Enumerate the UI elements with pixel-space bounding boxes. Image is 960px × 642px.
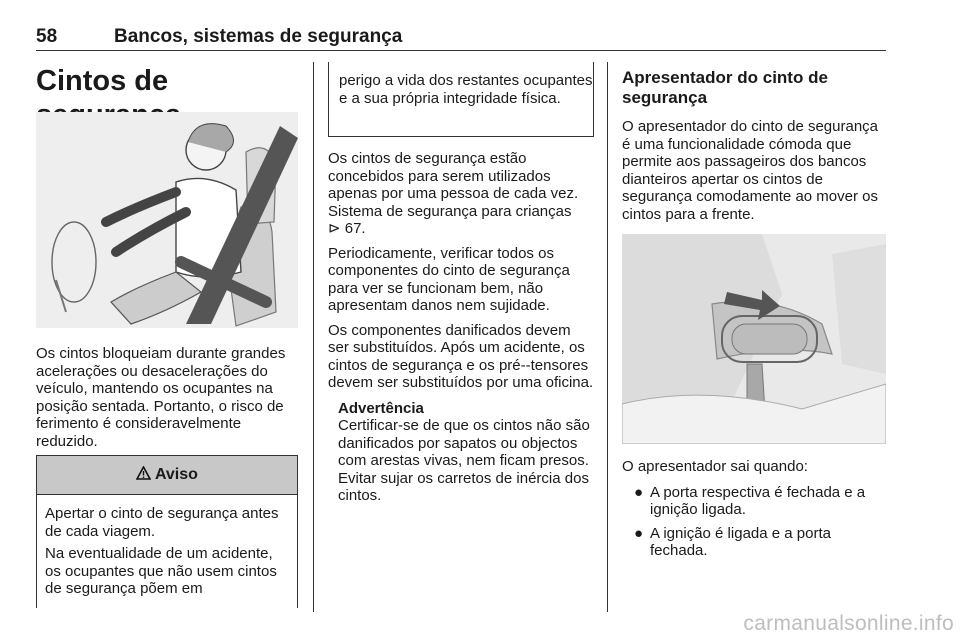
warning-text-2: Na eventualidade de um acidente, os ocupantes que não usem cintos de segurança põem em [45,545,277,597]
subsection-title: Apresentador do cinto de segurança [622,68,828,107]
intro-paragraph: Os cintos bloqueiam durante grandes acelerações ou desacelerações do veículo, mantendo os ocupantes na posição sentada. Portanto, o risco de ferimento é consideravelmente reduzido. [36,345,286,450]
warning-triangle-icon [136,466,155,483]
column-divider [607,62,608,612]
note-text: Certificar-se de que os cintos não são danificados por sapatos ou objectos com arestas vivas, nem ficam presos. Evitar sujar os carretos de inércia dos cintos. [338,417,590,504]
warning-text-1: Apertar o cinto de segurança antes de cada viagem. [45,505,279,540]
watermark: carmanualsonline.info [743,612,954,635]
page-number: 58 [36,26,58,47]
list-item: ● A ignição é ligada e a porta fechada. [634,524,831,559]
warning-box [36,455,298,608]
page-reference-arrow-icon: ⊳ [328,220,341,237]
presenter-description: O apresentador do cinto de segurança é uma funcionalidade cómoda que permite aos passageiros dos bancos dianteiros apertar os cintos de segurança comodamente ao mover os cintos para a frente. [622,118,879,223]
column-2 [328,150,594,505]
note-title: Advertência [338,399,424,417]
warning-header [37,456,297,495]
bullet-icon: ● [634,483,644,501]
chapter-title: Bancos, sistemas de segurança [114,26,403,47]
belt-presenter-illustration [622,234,886,444]
presenter-conditions-intro: O apresentador sai quando: [622,458,808,475]
paragraph-single-use-text: Os cintos de segurança estão concebidos para serem utilizados apenas por uma pessoa de cada vez. Sistema de segurança para crianças [328,150,579,220]
list-item: ● A porta respectiva é fechada e a ignição ligada. [634,483,866,518]
paragraph-single-use [328,150,594,238]
presenter-conditions [622,458,886,566]
bullet-icon: ● [634,524,644,542]
warning-box-continuation [328,62,594,137]
paragraph-inspection: Periodicamente, verificar todos os componentes do cinto de segurança para ver se funcionam bem, não apresentam danos nem sujidade. [328,244,570,314]
column-3 [622,68,886,223]
page-header [36,26,886,51]
section-title: Cintos de [36,65,169,97]
condition-list [622,484,886,560]
page-reference: 67. [344,220,366,237]
seatbelt-driver-illustration [36,112,298,328]
paragraph-replacement: Os componentes danificados devem ser substituídos. Após um acidente, os cintos de segurança e os pré--tensores devem ser substituídos por uma oficina. [328,321,594,391]
warning-label: Aviso [154,466,198,483]
note-block [338,400,594,505]
column-divider [313,62,314,612]
warning-continuation-text: perigo a vida dos restantes ocupantes e a sua própria integridade física. [339,72,593,107]
